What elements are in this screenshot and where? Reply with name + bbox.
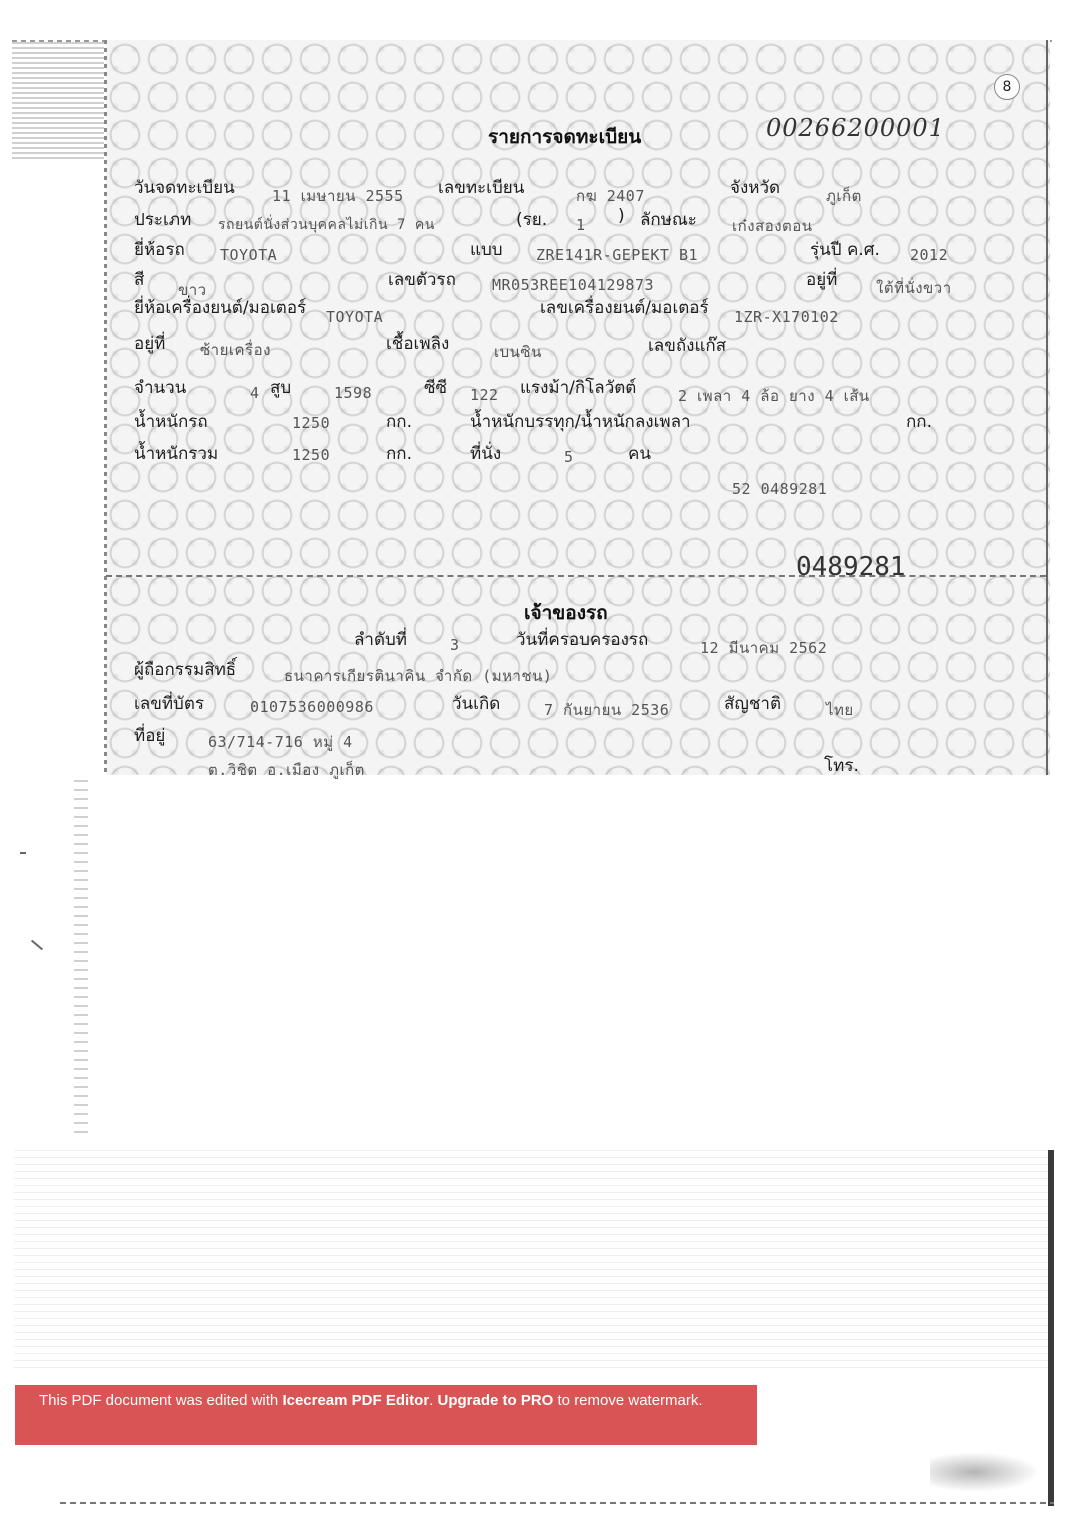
address-label: ที่อยู่	[134, 726, 166, 746]
cylinders-label: สูบ	[270, 378, 292, 398]
cc-label: ซีซี	[424, 378, 448, 398]
watermark-brand: Icecream PDF Editor	[282, 1392, 430, 1409]
watermark-text: This PDF document was edited with	[39, 1392, 283, 1409]
watermark-sep: .	[429, 1392, 438, 1409]
sequence-value: 3	[450, 636, 460, 654]
owner-heading: เจ้าของรถ	[524, 602, 608, 624]
gas-tank-label: เลขถังแก๊ส	[648, 336, 727, 356]
cc-value: 1598	[334, 384, 373, 402]
type-value: รถยนต์นั่งส่วนบุคคลไม่เกิน 7 คน	[218, 217, 435, 233]
possession-date-label: วันที่ครอบครองรถ	[516, 630, 649, 650]
scan-speckle	[74, 780, 88, 1140]
scan-band	[14, 1150, 1054, 1370]
style-value: เก๋งสองตอน	[732, 217, 813, 235]
count-label: จำนวน	[134, 378, 187, 398]
card-number-value: 0107536000986	[250, 698, 374, 716]
address-line-2: ต.วิชิต อ.เมือง ภูเก็ต	[208, 761, 365, 779]
vin-location-label: อยู่ที่	[806, 270, 838, 290]
vin-label: เลขตัวรถ	[388, 270, 456, 290]
seats-unit: คน	[628, 444, 651, 464]
scan-mark	[31, 940, 43, 951]
fuel-value: เบนซิน	[494, 343, 542, 361]
seats-value: 5	[564, 448, 574, 466]
birth-date-value: 7 กันยายน 2536	[544, 701, 670, 719]
possession-date-value: 12 มีนาคม 2562	[700, 639, 828, 657]
color-label: สี	[134, 270, 145, 290]
engine-location-label: อยู่ที่	[134, 334, 166, 354]
engine-location-value: ซ้ายเครื่อง	[200, 341, 271, 359]
weight-unit: กก.	[386, 412, 412, 432]
handwritten-code: 00266200001	[766, 114, 945, 142]
watermark-upgrade-link[interactable]: Upgrade to PRO	[437, 1392, 554, 1409]
model-label: แบบ	[470, 240, 503, 260]
serial-small: 52 0489281	[732, 480, 828, 498]
vin-value: MR053REE104129873	[492, 276, 655, 294]
axle-wheel-tyre: 2 เพลา 4 ล้อ ยาง 4 เส้น	[678, 387, 870, 405]
ry-close: )	[618, 206, 625, 226]
province-value: ภูเก็ต	[826, 187, 862, 205]
load-unit: กก.	[906, 412, 932, 432]
plate-value: กฆ 2407	[576, 187, 645, 205]
engine-number-value: 1ZR-X170102	[734, 308, 839, 326]
registration-heading: รายการจดทะเบียน	[488, 126, 642, 148]
page-number: 8	[994, 74, 1020, 100]
weight-label: น้ำหนักรถ	[134, 412, 208, 432]
reg-date-label: วันจดทะเบียน	[134, 178, 235, 198]
address-line-1: 63/714-716 หมู่ 4	[208, 733, 353, 751]
ry-value: 1	[576, 216, 586, 234]
scan-bottom-edge	[60, 1502, 1054, 1504]
birth-date-label: วันเกิด	[452, 694, 501, 714]
scan-smudge	[930, 1452, 1040, 1492]
year-value: 2012	[910, 246, 949, 264]
sheet-left-edge	[104, 40, 107, 775]
ry-label: (รย.	[516, 210, 548, 230]
style-label: ลักษณะ	[640, 210, 697, 230]
holder-label: ผู้ถือกรรมสิทธิ์	[134, 660, 237, 680]
sequence-label: ลำดับที่	[354, 630, 408, 650]
cylinders-value: 4	[250, 384, 260, 402]
serial-large: 0489281	[796, 552, 906, 582]
load-label: น้ำหนักบรรทุก/น้ำหนักลงเพลา	[470, 412, 691, 432]
card-number-label: เลขที่บัตร	[134, 694, 205, 714]
model-value: ZRE141R-GEPEKT B1	[536, 246, 699, 264]
scan-shadow	[12, 42, 104, 162]
seats-label: ที่นั่ง	[470, 444, 502, 464]
gross-weight-label: น้ำหนักรวม	[134, 444, 219, 464]
brand-label: ยี่ห้อรถ	[134, 240, 185, 260]
hp-label: แรงม้า/กิโลวัตต์	[520, 378, 637, 398]
scan-right-edge	[1048, 1150, 1054, 1506]
engine-number-label: เลขเครื่องยนต์/มอเตอร์	[540, 298, 709, 318]
vin-location-value: ใต้ที่นั่งขวา	[876, 279, 952, 297]
nationality-value: ไทย	[826, 701, 854, 719]
color-value: ขาว	[178, 281, 207, 299]
engine-brand-label: ยี่ห้อเครื่องยนต์/มอเตอร์	[134, 298, 307, 318]
section-divider	[106, 575, 1046, 577]
hp-value: 122	[470, 386, 499, 404]
brand-value: TOYOTA	[220, 246, 278, 264]
holder-value: ธนาคารเกียรตินาคิน จำกัด (มหาชน)	[284, 667, 553, 685]
weight-value: 1250	[292, 414, 331, 432]
gross-weight-value: 1250	[292, 446, 331, 464]
year-label: รุ่นปี ค.ศ.	[810, 240, 880, 260]
fuel-label: เชื้อเพลิง	[386, 334, 450, 354]
scan-mark	[20, 852, 26, 854]
phone-label: โทร.	[824, 756, 859, 776]
watermark-tail: to remove watermark.	[553, 1392, 703, 1409]
gross-weight-unit: กก.	[386, 444, 412, 464]
plate-label: เลขทะเบียน	[438, 178, 525, 198]
watermark-banner	[15, 1385, 757, 1445]
reg-date-value: 11 เมษายน 2555	[272, 187, 404, 205]
nationality-label: สัญชาติ	[724, 694, 781, 714]
type-label: ประเภท	[134, 210, 192, 230]
sheet-right-edge	[1046, 40, 1048, 775]
engine-brand-value: TOYOTA	[326, 308, 384, 326]
province-label: จังหวัด	[730, 178, 781, 198]
